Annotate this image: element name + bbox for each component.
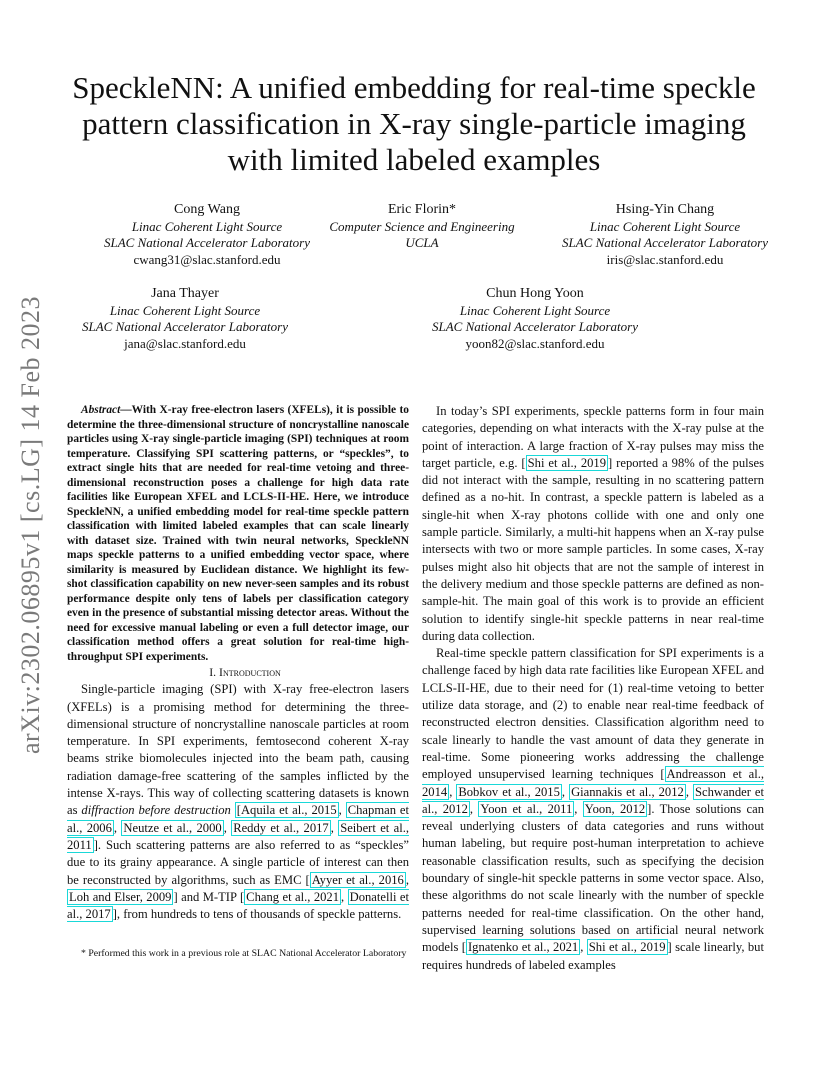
author-affiliation: SLAC National Accelerator Laboratory [562,235,768,250]
author-block-4 [40,286,330,352]
citation-link[interactable]: Bobkov et al., 2015 [458,784,560,799]
citation-link[interactable]: Giannakis et al., 2012 [571,784,684,799]
author-block-3 [520,202,810,268]
body-text: ] scale linearly, but requires hundreds of labeled examples [422,940,764,972]
citation-link[interactable]: Loh and Elser, 2009 [69,889,172,904]
body-text: ] and M-TIP [ [173,889,245,904]
separator: , [561,784,570,799]
author-block-5 [390,286,680,352]
author-name: Eric Florin* [387,202,457,217]
citation-link[interactable]: Reddy et al., 2017 [233,820,329,835]
citation-link[interactable]: Chang et al., 2021 [246,889,340,904]
separator: , [449,784,457,799]
left-column [67,403,409,923]
separator: , [223,820,232,835]
body-text: ], from hundreds to tens of thousands of speckle patterns. [112,907,402,922]
author-email: jana@slac.stanford.edu [124,335,246,351]
author-name: Cong Wang [174,202,240,217]
citation-link[interactable]: Donatelli et al., 2017 [67,889,409,922]
abstract-text: —With X-ray free-electron lasers (XFELs), it is possible to determine the three-dimensional structure of noncrystalline nanoscale particles using X-ray single-particle imaging (SPI) techniques at room temperature. Classifying SPI scattering patterns, or “speckles”, to extract single hits that are needed for real-time vetoing and three-dimensional reconstruction poses a challenge for high data rate facilities like European XFEL and LCLS-II-HE. Here, we introduce SpeckleNN, a unified embedding model for real-time speckle pattern classification with limited labeled examples that can scale linearly with dataset size. Trained with twin neural networks, SpeckleNN maps speckle patterns to a unified embedding vector space, where similarity is measured by Euclidean distance. We highlight its few-shot classification capability on new never-seen samples and its robust performance despite only tens of labels per classification category even in the presence of substantial missing detector areas. Without the need for excessive manual labeling or even a full detector image, our classification method offers a great solution for real-time high-throughput SPI experiments. [67,404,409,663]
author-affiliation: SLAC National Accelerator Laboratory [432,319,638,334]
author-affiliation: Linac Coherent Light Source [459,302,611,318]
separator: , [341,889,348,904]
author-affiliation: Linac Coherent Light Source [109,302,261,318]
citation-link[interactable]: Ignatenko et al., 2021 [467,940,579,955]
citation-link[interactable]: Chapman et al., 2006 [67,803,410,835]
separator: , [113,820,122,835]
body-text: In today’s SPI experiments, speckle patterns form in four main categories, depending on what interacts with the X-ray pulse at the point of interaction. A large fraction of X-ray pulses may miss the target particle, e.g. [ [422,404,764,470]
author-name: Chun Hong Yoon [486,286,584,301]
author-name: Jana Thayer [151,286,219,301]
right-column [422,403,764,974]
citation-link[interactable]: Schwander et al., 2012 [422,784,765,816]
citation-link[interactable]: Yoon et al., 2011 [480,801,573,816]
citation-link[interactable]: Andreasson et al., 2014 [422,767,764,799]
body-text: ]. Such scattering patterns are also referred to as “speckles” due to its grainy appearance. A single particle of interest can then be reconstructed by algorithms, such as EMC [ [67,837,409,887]
author-affiliation: Linac Coherent Light Source [589,218,741,234]
footnote: * Performed this work in a previous role at SLAC National Accelerator Laboratory [81,948,407,959]
citation-link[interactable]: Shi et al., 2019 [588,940,666,955]
separator: , [580,940,587,955]
citation-link[interactable]: Seibert et al., 2011 [67,820,410,852]
section-heading-introduction: I. Introduction [209,665,281,679]
author-block-2 [300,202,544,252]
author-affiliation: SLAC National Accelerator Laboratory [82,319,288,334]
author-name: Hsing-Yin Chang [615,202,715,217]
author-affiliation: Computer Science and Engineering [329,218,515,234]
author-email: yoon82@slac.stanford.edu [465,335,605,351]
author-affiliation: UCLA [405,235,439,250]
body-text: Real-time speckle pattern classification for SPI experiments is a challenge faced by high data rate facilities like European XFEL and LCLS-II-HE, due to their need for (1) real-time vetoing to better utilize data storage, and (2) to enable near real-time feedback of reconstructed electron densities. Classification algorithm need to scale linearly to handle the vast amount of data they generate in real-time. Some pioneering works addressing the challenge employed unsupervised learning techniques [ [422,646,764,782]
emphasis-text: diffraction before destruction [81,803,231,818]
intro-paragraph [67,681,409,923]
arxiv-identifier-stamp [8,290,54,760]
separator: , [405,872,409,887]
abstract-label: Abstract [81,404,121,416]
body-text: ] reported a 98% of the pulses did not interact with the sample, resulting in no scattering pattern defined as a no-hit. In contrast, a speckle pattern is labeled as a single-hit when X-ray photons collide with one and only one sample particle. Similarly, a multi-hit happens when an X-ray pulse intersects with two or more sample particles. In some cases, X-ray pulses might also hit objects that are not the sample of interest in the delivery medium and those speckle patterns are defined as non-sample-hit. The main goal of this work is to provide an efficient solution to identify single-hit speckle patterns in near real-time during data collection. [422,455,765,643]
separator: , [338,803,346,818]
separator: , [330,820,339,835]
body-text: ]. Those solutions can reveal underlying clusters of data categories and runs without human labeling, but require post-human interpretation to achieve reasonable classification results, such as specifying the decision boundary of single-hit speckle patterns in some vector space. Also, these algorithms do not scale linearly with the number of speckle patterns needed for real-time classification. On the other hand, supervised learning solutions based on artificial neural network models [ [422,801,765,955]
body-text: Single-particle imaging (SPI) with X-ray free-electron lasers (XFELs) is a promising method for determining the three-dimensional structure of noncrystalline nanoscale particles at room temperature. In SPI experiments, femtosecond coherent X-ray beams strike biomolecules injected into the beam path, causing radiation damage-free scattering of the samples inflicted by the intense X-rays. This way of collecting scattering datasets is known as [67,682,409,818]
author-affiliation: Linac Coherent Light Source [131,218,283,234]
body-paragraph [422,403,764,645]
abstract [67,403,409,664]
author-email: iris@slac.stanford.edu [606,251,724,267]
paper-title: SpeckleNN: A unified embedding for real-time speckle pattern classification in X-ray single-particle imaging with limited labeled examples [72,70,756,177]
separator: , [685,784,693,799]
citation-link[interactable]: Neutze et al., 2000 [123,820,222,835]
arxiv-identifier-text: arXiv:2302.06895v1 [cs.LG] 14 Feb 2023 [16,295,45,755]
separator: , [574,801,583,816]
citation-link[interactable]: [Aquila et al., 2015 [236,803,337,818]
citation-link[interactable]: Yoon, 2012 [584,801,646,816]
author-affiliation: SLAC National Accelerator Laboratory [104,235,310,250]
separator: , [469,801,479,816]
citation-link[interactable]: Shi et al., 2019 [527,455,607,470]
author-email: cwang31@slac.stanford.edu [133,251,281,267]
citation-link[interactable]: Ayyer et al., 2016 [311,872,404,887]
body-paragraph [422,645,764,974]
